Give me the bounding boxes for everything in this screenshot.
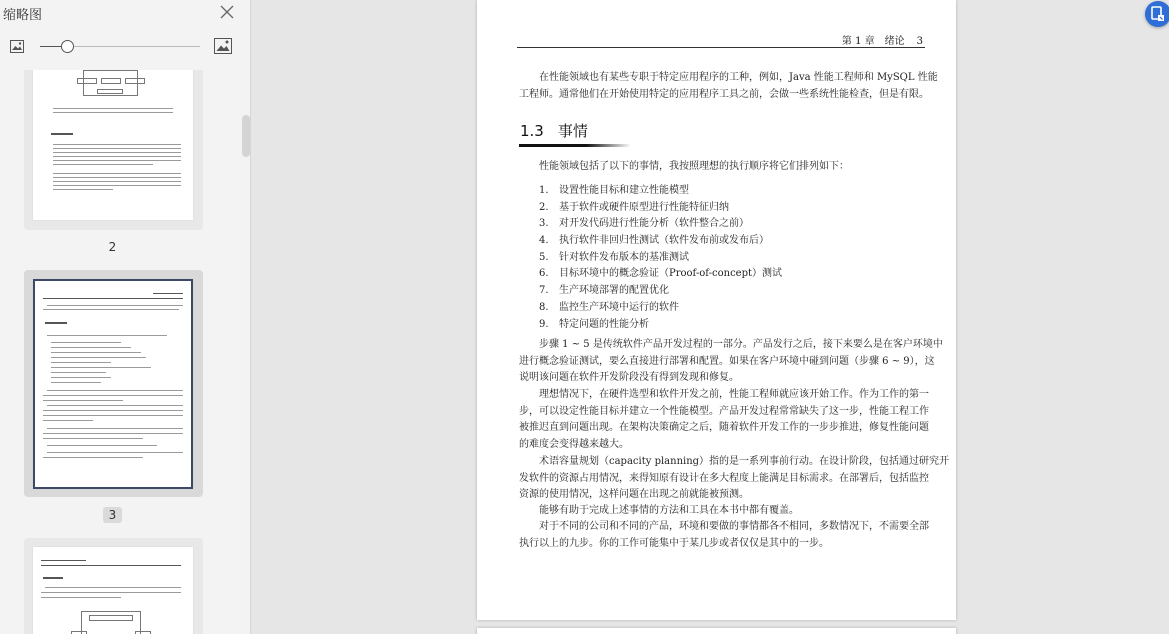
lead-paragraph [519, 159, 925, 176]
step-item [539, 248, 782, 265]
chapter-title: 第 1 章 绪论 [841, 36, 905, 47]
text-line: 进行概念验证测试，要么直接进行部署和配置。如果在客户环境中碰到问题（步骤 6 ~ 9），这 [519, 355, 935, 367]
text-line: 性能领域包括了以下的事情，我按照理想的执行顺序将它们排列如下： [539, 161, 849, 172]
section-heading [520, 120, 588, 141]
step-number: 6. [539, 268, 549, 280]
text-line: 被推迟直到问题出现。在架构决策确定之后，随着软件开发工作的一步步推进，修复性能问题 [519, 422, 929, 433]
steps-list [539, 181, 782, 331]
step-item [539, 231, 782, 248]
paragraph-3 [519, 454, 950, 504]
close-icon[interactable] [219, 4, 235, 20]
thumbnail-page-4[interactable] [24, 538, 203, 634]
step-item [539, 198, 782, 215]
step-item [539, 264, 782, 281]
step-text: 监控生产环境中运行的软件 [559, 301, 679, 313]
step-item [539, 315, 782, 332]
step-text: 对开发代码进行性能分析（软件整合之前） [559, 218, 749, 230]
step-text: 特定问题的性能分析 [559, 318, 649, 330]
sidebar-scrollbar[interactable] [242, 115, 250, 157]
text-line: 资源的使用情况，这样问题在出现之前就能被预测。 [519, 489, 749, 500]
image-large-icon[interactable] [214, 38, 232, 54]
text-line: 在性能领域也有某些专职于特定应用程序的工种，例如，Java 性能工程师和 MySQL 性能 [539, 72, 938, 83]
running-header [517, 32, 925, 48]
thumbnail-page-3[interactable] [24, 270, 203, 497]
sidebar-title: 缩略图 [3, 8, 43, 23]
paragraph-1 [519, 337, 943, 387]
text-line: 说明该问题在软件开发阶段没有得到发现和修复。 [519, 372, 739, 383]
thumbnail-page-2-preview [33, 70, 193, 220]
step-number: 1. [539, 185, 549, 196]
text-line: 执行以上的九步。你的工作可能集中于某几步或者仅仅是其中的一步。 [519, 537, 829, 549]
text-line: 步，可以设定性能目标并建立一个性能模型。产品开发过程常常缺失了这一步，性能工程工作 [519, 405, 929, 417]
text-line: 发软件的资源占用情况，来得知原有设计在多大程度上能满足目标需求。在部署后，包括监控 [519, 472, 929, 484]
document-page-4 [477, 628, 956, 634]
thumbnail-page-3-preview [33, 279, 193, 489]
step-number: 9. [539, 318, 549, 330]
step-text: 针对软件发布版本的基准测试 [559, 251, 689, 263]
text-line: 工程师。通常他们在开始使用特定的应用程序工具之前，会做一些系统性能检查，但是有限。 [519, 88, 929, 100]
section-number: 1.3 [520, 122, 544, 140]
text-line: 术语容量规划（capacity planning）指的是一系列事前行动。在设计阶段，包括通过研究开 [539, 456, 950, 467]
page-number: 3 [916, 36, 923, 47]
thumbnail-list[interactable] [0, 70, 251, 634]
paragraph-4 [519, 503, 925, 520]
thumbnail-page-2[interactable] [24, 70, 203, 230]
step-text: 执行软件非回归性测试（软件发布前或发布后） [559, 235, 769, 247]
text-line: 步骤 1 ~ 5 是传统软件产品开发过程的一部分。产品发行之后，接下来要么是在客户环境中 [539, 339, 943, 350]
document-view[interactable] [252, 0, 1169, 634]
thumbnail-zoom-control [0, 34, 251, 60]
image-small-icon[interactable] [10, 40, 24, 53]
thumbnail-page-4-preview [33, 547, 193, 634]
text-line: 理想情况下，在硬件选型和软件开发之前，性能工程师就应该开始工作。作为工作的第一 [539, 389, 929, 400]
step-text: 生产环境部署的配置优化 [559, 285, 669, 297]
document-tool-icon [1145, 1, 1169, 27]
step-text: 目标环境中的概念验证（Proof-of-concept）测试 [559, 268, 783, 280]
step-item [539, 298, 782, 315]
text-line: 能够有助于完成上述事情的方法和工具在本书中都有覆盖。 [539, 505, 799, 516]
step-text: 基于软件或硬件原型进行性能特征归纳 [559, 201, 729, 213]
section-rule [519, 144, 631, 147]
text-line: 对于不同的公司和不同的产品，环境和要做的事情都各不相同，多数情况下，不需要全部 [539, 521, 929, 532]
step-number: 2. [539, 201, 549, 213]
thumbnail-sidebar [0, 0, 251, 634]
step-number: 7. [539, 285, 549, 297]
step-text: 设置性能目标和建立性能模型 [559, 185, 689, 196]
step-item [539, 281, 782, 298]
step-item [539, 214, 782, 231]
sidebar-header [0, 0, 251, 24]
step-number: 5. [539, 251, 549, 263]
text-line: 的难度会变得越来越大。 [519, 438, 629, 450]
paragraph-2 [519, 387, 929, 453]
section-title: 事情 [557, 122, 588, 140]
step-number: 4. [539, 235, 549, 247]
step-number: 3. [539, 218, 549, 230]
document-page-3 [477, 0, 956, 620]
floating-tool-button[interactable] [1145, 1, 1169, 27]
thumbnail-page-2-label: 2 [108, 240, 117, 254]
step-number: 8. [539, 301, 549, 313]
intro-paragraph [519, 70, 938, 103]
thumbnail-page-3-label: 3 [0, 507, 225, 523]
step-item [539, 181, 782, 198]
zoom-slider-knob[interactable] [61, 40, 74, 53]
paragraph-5 [519, 519, 929, 552]
